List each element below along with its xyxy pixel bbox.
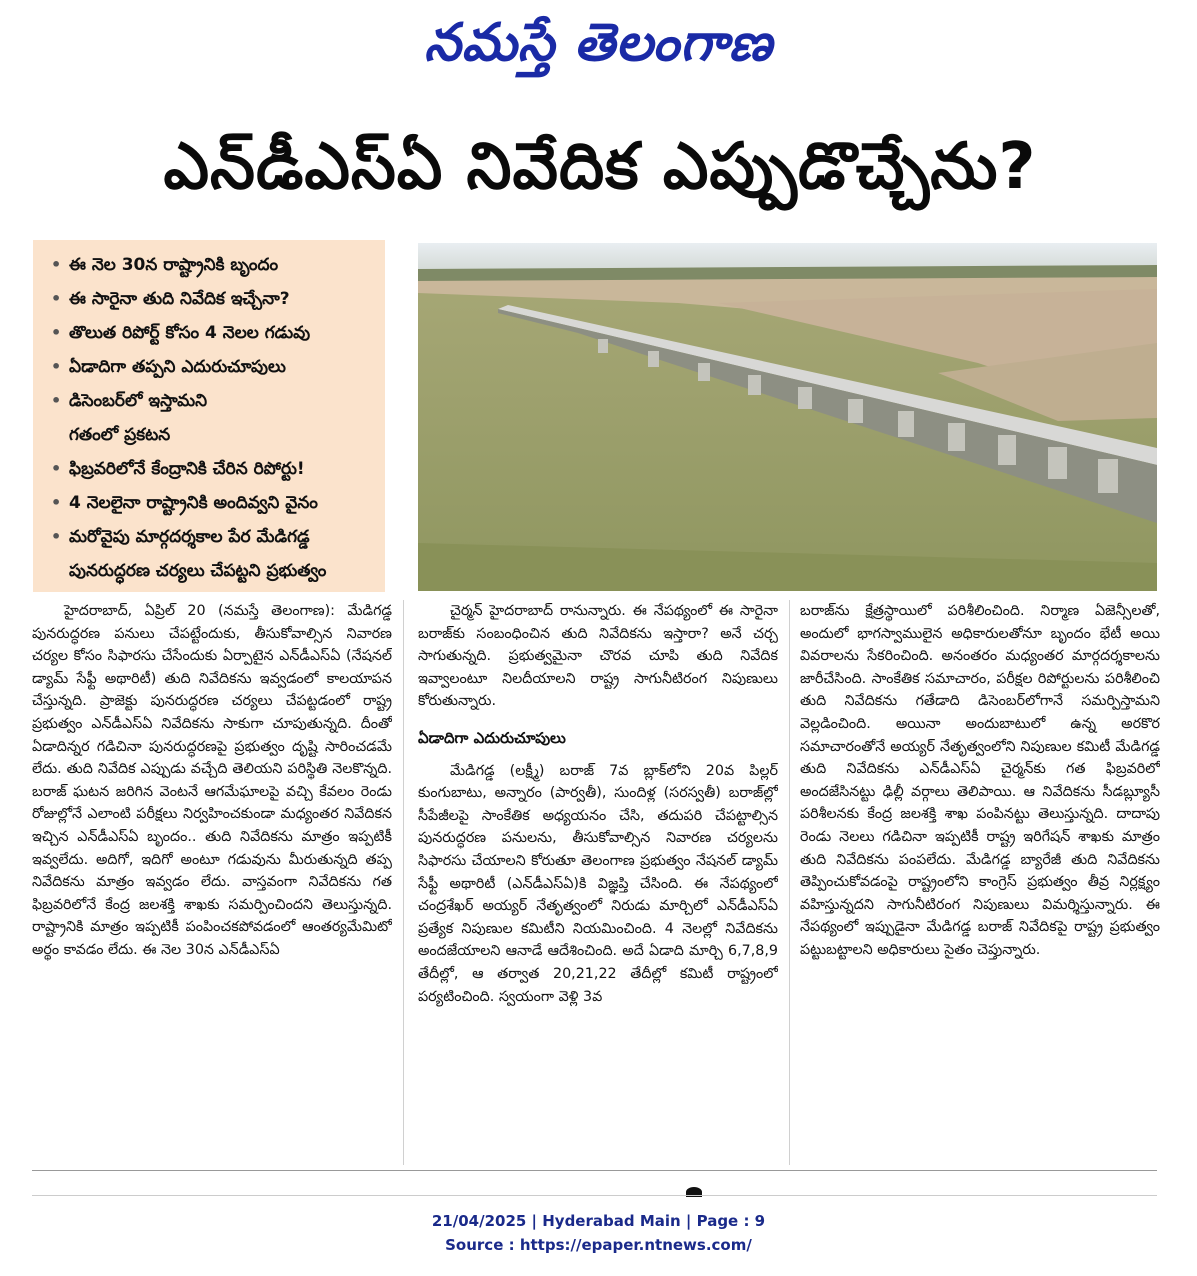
footer-date-edition: 21/04/2025 | Hyderabad Main | Page : 9: [431, 1212, 766, 1230]
bottom-rule: [32, 1170, 1157, 1171]
bullet-icon: •: [51, 459, 62, 478]
highlights-box: [33, 240, 385, 592]
highlight-item-continued: గతంలో ప్రకటన: [69, 425, 171, 445]
highlight-item: • ఈ నెల 30న రాష్ట్రానికి బృందం: [51, 248, 375, 282]
article-paragraph: బరాజ్‌ను క్షేత్రస్థాయిలో పరిశీలించింది. నిర్మాణ ఏజెన్సీలతో, అందులో భాగస్వాములైన అధికారులతోనూ బృందం భేటీ అయి వివరాలను సేకరించింది. అనంతరం మధ్యంతర మార్గదర్శకాలను జారీచేసింది. సాంకేతిక సమాచారం, పరీక్షల రిపోర్టులను పరిశీలించి తుది నివేదికను గతేడాది డిసెంబర్‌లోగానే సమర్పిస్తామని వెల్లడించింది. అయినా అందుబాటులో ఉన్న అరకొర సమాచారంతోనే అయ్యర్ నేతృత్వంలోని నిపుణుల కమిటీ మేడిగడ్డ తుది నివేదికను ఎన్‌డీఎస్‌ఏ చైర్మన్‌కు గత ఫిబ్రవరిలో అందజేసినట్టు ఢిల్లీ వర్గాలు తెలిపాయి. ఆ నివేదికను సీడబ్ల్యూసీ పరిశీలనకు కేంద్ర జలశక్తి శాఖ పంపినట్టు తెలుస్తున్నది. దాదాపు రెండు నెలలు గడిచినా ఇప్పటికీ రాష్ట్ర ఇరిగేషన్ శాఖకు మాత్రం తుది నివేదికను పంపలేదు. మేడిగడ్డ బ్యారేజీ తుది నివేదికను తెప్పించుకోవడంపై రాష్ట్రంలోని కాంగ్రెస్ ప్రభుత్వం తీవ్ర నిర్లక్ష్యం వహిస్తున్నదని సాగునీటిరంగ నిపుణులు విమర్శిస్తున్నారు. ఈ నేపథ్యంలో ఇప్పుడైనా మేడిగడ్డ బరాజ్ నివేదికపై రాష్ట్ర ప్రభుత్వం పట్టుబట్టాలని అధికారులు సైతం చెప్తున్నారు.: [800, 603, 1160, 958]
article-column-3: [800, 600, 1160, 1165]
bullet-icon: •: [51, 323, 62, 342]
highlight-item: • ఈ సారైనా తుది నివేదిక ఇచ్చేనా?: [51, 282, 375, 316]
bullet-icon: •: [51, 527, 62, 546]
article-column-1: [32, 600, 392, 1165]
column-divider: [789, 600, 790, 1165]
bullet-icon: •: [51, 493, 62, 512]
highlight-item: • తొలుత రిపోర్ట్ కోసం 4 నెలల గడువు: [51, 316, 375, 350]
bottom-rule: [32, 1195, 1157, 1196]
column-divider: [403, 600, 404, 1165]
article-paragraph: చైర్మన్ హైదరాబాద్ రానున్నారు. ఈ నేపథ్యంలో ఈ సారైనా బరాజ్‌కు సంబంధించిన తుది నివేదికను ఇస్తారా? అనే చర్చ సాగుతున్నది. ప్రభుత్వమైనా చొరవ చూపి తుది నివేదిక ఇవ్వాలంటూ నిలదీయాలని రాష్ట్ర సాగునీటిరంగ నిపుణులు కోరుతున్నారు.: [418, 603, 778, 710]
highlight-item: • ఏడాదిగా తప్పని ఎదురుచూపులు: [51, 350, 375, 384]
masthead-logo: నమస్తే తెలంగాణ: [424, 13, 773, 73]
bullet-icon: •: [51, 255, 62, 274]
bullet-icon: •: [51, 391, 62, 410]
article-paragraph: మేడిగడ్డ (లక్ష్మీ) బరాజ్ 7వ బ్లాక్‌లోని 20వ పిల్లర్ కుంగుబాటు, అన్నారం (పార్వతీ), సుందిళ్ల (సరస్వతీ) బరాజ్‌ల్లో సీపేజీలపై సాంకేతిక అధ్యయనం చేసి, తదుపరి చేపట్టాల్సిన పునరుద్ధరణ పనులను, తీసుకోవాల్సిన నివారణ చర్యలను సిఫారసు చేయాలని కోరుతూ తెలంగాణ ప్రభుత్వం నేషనల్ డ్యామ్ సేఫ్టీ అథారిటీ (ఎన్‌డీఎస్‌ఏ)కి విజ్ఞప్తి చేసింది. ఈ నేపథ్యంలో చంద్రశేఖర్ అయ్యర్ నేతృత్వంలో నిరుడు మార్చిలో ఎన్‌డీఎస్‌ఏ ప్రత్యేక నిపుణుల కమిటీని నియమించింది. 4 నెలల్లో నివేదికను అందజేయాలని ఆనాడే ఆదేశించింది. అదే ఏడాది మార్చి 6,7,8,9 తేదీల్లో, ఆ తర్వాత 20,21,22 తేదీల్లో కమిటీ రాష్ట్రంలో పర్యటించింది. స్వయంగా వెళ్లి 3వ: [418, 762, 778, 1005]
highlight-item: • డిసెంబర్‌లో ఇస్తామని: [51, 384, 375, 418]
headline: ఎన్‌డీఎస్‌ఏ నివేదిక ఎప్పుడొచ్చేను?: [163, 130, 1037, 204]
article-column-2: [418, 600, 778, 1165]
barrage-photo: [418, 243, 1157, 591]
highlight-item: • 4 నెలలైనా రాష్ట్రానికి అందివ్వని వైనం: [51, 486, 375, 520]
highlight-item: • మరోవైపు మార్గదర్శకాల పేర మేడిగడ్డ: [51, 520, 375, 554]
footer-source-link[interactable]: Source : https://epaper.ntnews.com/: [445, 1236, 752, 1254]
article-subheading: ఏడాదిగా ఎదురుచూపులు: [418, 728, 566, 747]
bullet-icon: •: [51, 357, 62, 376]
highlight-item-continued: పునరుద్ధరణ చర్యలు చేపట్టని ప్రభుత్వం: [69, 561, 327, 581]
article-paragraph: హైదరాబాద్, ఏప్రిల్ 20 (నమస్తే తెలంగాణ): మేడిగడ్డ పునరుద్ధరణ పనులు చేపట్టేందుకు, తీసుకోవాల్సిన నివారణ చర్యల కోసం సిఫారసు చేసేందుకు ఏర్పాటైన ఎన్‌డీఎస్‌ఏ (నేషనల్ డ్యామ్ సేఫ్టీ అథారిటీ) తుది నివేదికను ఇవ్వడంలో కాలయాపన చేస్తున్నది. ప్రాజెక్టు పునరుద్ధరణ చర్యలు చేపట్టడంలో రాష్ట్ర ప్రభుత్వం ఎన్‌డీఎస్‌ఏ నివేదికను సాకుగా చూపుతున్నది. దీంతో ఏడాదిన్నర గడిచినా పునరుద్ధరణపై ప్రభుత్వం దృష్టి సారించడమే లేదు. తుది నివేదిక ఎప్పుడు వచ్చేది తెలియని పరిస్థితి నెలకొన్నది. బరాజ్ ఘటన జరిగిన వెంటనే ఆగమేఘాలపై వచ్చి కేవలం రెండు రోజుల్లోనే ఎలాంటి పరీక్షలు నిర్వహించకుండా మధ్యంతర నివేదికన ఇచ్చిన ఎన్‌డీఎస్‌ఏ బృందం.. తుది నివేదికను మాత్రం ఇప్పటికీ ఇవ్వలేదు. అదిగో, ఇదిగో అంటూ గడువును మీరుతున్నది తప్ప నివేదికను మాత్రం ఇవ్వడం లేదు. వాస్తవంగా నివేదికను గత ఫిబ్రవరిలోనే కేంద్ర జలశక్తి శాఖకు సమర్పించిందని తెలుస్తున్నది. రాష్ట్రానికి మాత్రం ఇప్పటికీ పంపించకపోవడంలో ఆంతర్యమేమిటో అర్థం కావడం లేదు. ఈ నెల 30న ఎన్‌డీఎస్‌ఏ: [32, 603, 392, 958]
highlight-item: • ఫిబ్రవరిలోనే కేంద్రానికి చేరిన రిపోర్టు!: [51, 452, 375, 486]
bullet-icon: •: [51, 289, 62, 308]
